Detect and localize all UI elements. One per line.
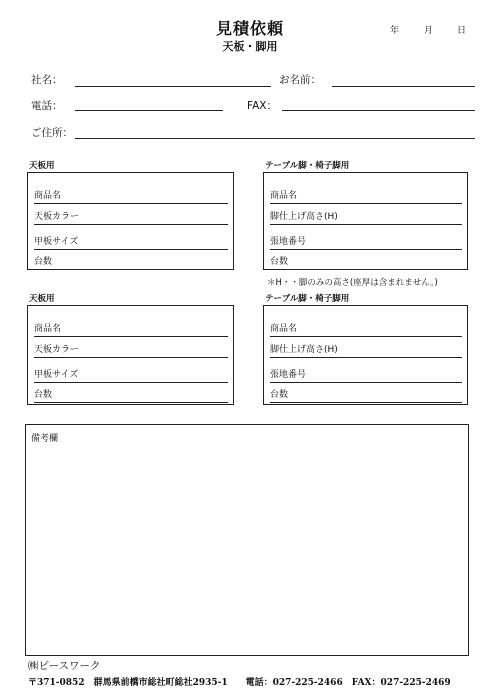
top-color-field[interactable]: [34, 204, 228, 225]
tabletop-section-label-2: 天板用: [29, 294, 55, 304]
legs-section-label-2: テーブル脚・椅子脚用: [265, 294, 350, 304]
product-name-field[interactable]: [34, 183, 228, 204]
address-field[interactable]: [75, 138, 475, 139]
legs-box-2: [263, 305, 468, 405]
quantity-field[interactable]: [34, 249, 228, 270]
quantity-field-2[interactable]: [34, 382, 228, 403]
board-size-field[interactable]: [34, 229, 228, 250]
remarks-box[interactable]: [25, 424, 469, 656]
name-label: お名前：: [279, 74, 321, 86]
fabric-number-label: 張地番号: [270, 237, 307, 247]
tabletop-box: [27, 172, 234, 270]
leg-product-name-field[interactable]: [270, 183, 462, 204]
board-size-label-2: 甲板サイズ: [34, 370, 79, 380]
height-note: ＊H・・脚のみの高さ(座厚は含まれません。): [267, 278, 438, 288]
leg-quantity-field-2[interactable]: [270, 382, 462, 403]
top-color-label: 天板カラー: [34, 212, 80, 222]
fax-label: FAX：: [247, 100, 277, 112]
top-color-field-2[interactable]: [34, 337, 228, 358]
leg-quantity-label: 台数: [270, 257, 289, 267]
leg-product-name-label: 商品名: [270, 191, 298, 201]
leg-height-field-2[interactable]: [270, 337, 462, 358]
fabric-number-label-2: 張地番号: [270, 370, 307, 380]
leg-quantity-label-2: 台数: [270, 390, 289, 400]
address-label: ご住所：: [31, 127, 73, 139]
document-subtitle: 天板・脚用: [222, 40, 278, 53]
fax-field[interactable]: [282, 110, 475, 111]
quantity-label-2: 台数: [34, 390, 53, 400]
product-name-label: 商品名: [34, 191, 62, 201]
document-title: 見積依頼: [215, 19, 284, 38]
date-day-label: 日: [457, 26, 467, 36]
fabric-number-field-2[interactable]: [270, 362, 462, 383]
phone-field[interactable]: [75, 110, 223, 111]
board-size-field-2[interactable]: [34, 362, 228, 383]
leg-quantity-field[interactable]: [270, 249, 462, 270]
name-field[interactable]: [332, 86, 475, 87]
leg-product-name-field-2[interactable]: [270, 316, 462, 337]
product-name-label-2: 商品名: [34, 324, 62, 334]
board-size-label: 甲板サイズ: [34, 237, 79, 247]
company-label: 社名：: [31, 74, 63, 86]
tabletop-section-label: 天板用: [29, 161, 55, 171]
top-color-label-2: 天板カラー: [34, 345, 80, 355]
fabric-number-field[interactable]: [270, 229, 462, 250]
leg-height-field[interactable]: [270, 204, 462, 225]
phone-label: 電話：: [31, 100, 63, 112]
tabletop-box-2: [27, 305, 234, 405]
company-field[interactable]: [75, 86, 271, 87]
leg-height-label: 脚仕上げ高さ(H): [270, 212, 338, 222]
legs-box: [263, 172, 468, 270]
legs-section-label: テーブル脚・椅子脚用: [265, 161, 350, 171]
leg-height-label-2: 脚仕上げ高さ(H): [270, 345, 338, 355]
quantity-label: 台数: [34, 257, 53, 267]
date-year-label: 年: [390, 26, 400, 36]
leg-product-name-label-2: 商品名: [270, 324, 298, 334]
product-name-field-2[interactable]: [34, 316, 228, 337]
footer-address: 〒371-0852 群馬県前橋市総社町総社2935-1 電話：027-225-2466 FAX：027-225-2469: [28, 678, 451, 688]
remarks-label: 備考欄: [31, 434, 59, 444]
date-month-label: 月: [424, 26, 434, 36]
footer-company: ㈱ピースワーク: [28, 660, 101, 672]
